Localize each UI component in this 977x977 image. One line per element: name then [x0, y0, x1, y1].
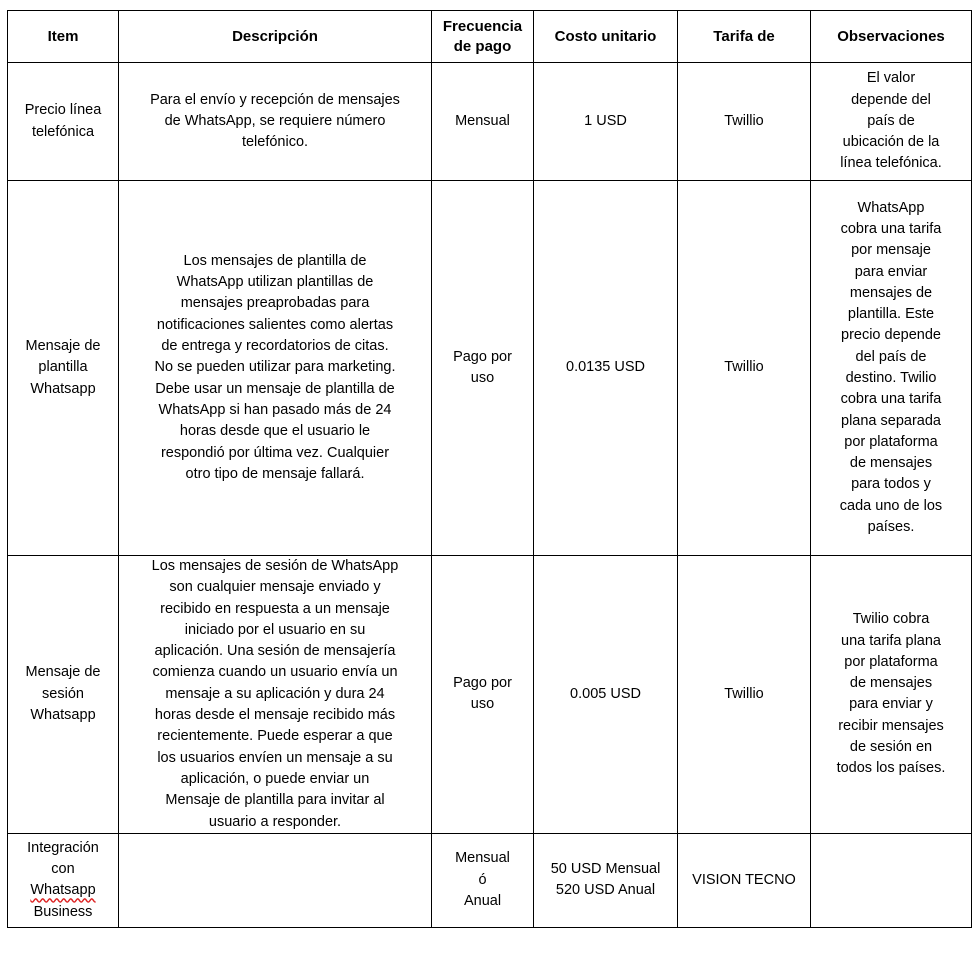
cell-line: cobra una tarifa: [840, 220, 942, 237]
cell-line: Mensaje de: [25, 664, 101, 681]
cell-line: recibido en respuesta a un mensaje: [160, 600, 390, 617]
cell-line: los usuarios envíen un mensaje a su: [157, 749, 393, 766]
cell-line: horas desde que el usuario le: [179, 423, 371, 440]
cell-line: Pago por: [453, 675, 512, 692]
cell-line: son cualquier mensaje enviado y: [169, 579, 381, 596]
cell-descripcion: [119, 63, 432, 181]
cell-line: iniciado por el usuario en su: [184, 621, 366, 638]
cell-item: [8, 63, 119, 181]
cell-line: Twilio cobra: [852, 611, 930, 628]
cell-observaciones: [811, 63, 972, 181]
cell-line: Los mensajes de sesión de WhatsApp: [151, 558, 399, 574]
cell-line: WhatsApp si han pasado más de 24: [158, 401, 392, 418]
cell-line: mensajes preaprobadas para: [180, 295, 370, 312]
cell-line: de WhatsApp, se requiere número: [164, 112, 386, 129]
cell-line: respondió por última vez. Cualquier: [160, 444, 390, 461]
cell-line: Debe usar un mensaje de plantilla de: [155, 380, 395, 397]
cell-descripcion: [119, 833, 432, 927]
cell-line: países.: [867, 519, 915, 536]
cell-line: Integración: [27, 839, 99, 856]
header-frecuencia: [432, 11, 534, 63]
cell-line: por plataforma: [844, 433, 938, 450]
cell-line: 0.005 USD: [570, 685, 641, 702]
cell-line: 520 USD Anual: [555, 882, 656, 899]
cell-line: Business: [33, 903, 93, 920]
cell-line: recibir mensajes: [838, 717, 944, 734]
cell-line: destino. Twilio: [845, 370, 937, 386]
cell-line: por mensaje: [851, 242, 931, 259]
cell-frecuencia: [432, 556, 534, 834]
cell-line: Precio línea: [24, 102, 102, 119]
cell-line: ubicación de la: [842, 134, 940, 151]
cell-item: [8, 556, 119, 834]
cell-line: notificaciones salientes como alertas: [156, 316, 394, 333]
cell-frecuencia: [432, 833, 534, 927]
table-row: [8, 556, 972, 834]
cell-line: usuario a responder.: [208, 813, 342, 830]
cell-line: comienza cuando un usuario envía un: [152, 664, 398, 681]
cell-line: una tarifa plana: [841, 632, 941, 649]
cell-line: depende del: [851, 91, 931, 108]
cell-tarifa: VISION TECNO: [678, 833, 811, 927]
cell-tarifa: Twillio: [678, 181, 811, 556]
cell-line: mensajes de: [849, 284, 933, 301]
cell-line: cobra una tarifa: [840, 391, 942, 408]
cell-descripcion: [119, 181, 432, 556]
cell-line: Mensual: [455, 850, 510, 867]
cell-frecuencia: [432, 181, 534, 556]
cell-item: [8, 181, 119, 556]
cell-line: No se pueden utilizar para marketing.: [154, 359, 396, 376]
cell-line: para enviar y: [849, 696, 933, 713]
cell-line: Whatsapp: [30, 882, 96, 899]
cell-line: sesión: [42, 685, 84, 702]
cell-line: de sesión en: [849, 739, 933, 756]
cell-line: todos los países.: [836, 760, 946, 777]
cell-frecuencia: [432, 63, 534, 181]
header-frecuencia-line: de pago: [453, 37, 512, 55]
cell-line: Anual: [463, 893, 502, 909]
header-frecuencia-line: Frecuencia: [442, 17, 523, 35]
cell-line: recientemente. Puede esperar a que: [157, 728, 393, 745]
table-row: [8, 833, 972, 927]
cell-line: 50 USD Mensual: [550, 861, 661, 878]
cell-observaciones: [811, 833, 972, 927]
cell-observaciones: [811, 181, 972, 556]
cell-tarifa: Twillio: [678, 63, 811, 181]
cell-line: cada uno de los: [839, 497, 943, 514]
cell-line: de mensajes: [849, 455, 933, 472]
cell-line: ó: [478, 871, 487, 888]
cell-costo: [534, 181, 678, 556]
cell-line: Pago por: [453, 348, 512, 365]
cell-line: otro tipo de mensaje fallará.: [185, 465, 365, 482]
cell-line: horas desde el mensaje recibido más: [154, 707, 396, 724]
table-row: [8, 181, 972, 556]
cell-line: plana separada: [841, 412, 941, 429]
cell-descripcion: [119, 556, 432, 834]
table-header-row: [8, 11, 972, 63]
cell-line: Para el envío y recepción de mensajes: [150, 91, 400, 108]
cell-line: del país de: [855, 348, 927, 365]
cell-line: telefónica: [31, 123, 95, 140]
cell-line: Los mensajes de plantilla de: [183, 252, 367, 269]
cell-line: Mensual: [455, 112, 510, 129]
pricing-table: [7, 10, 972, 928]
cell-line: con: [51, 861, 75, 878]
cell-costo: [534, 556, 678, 834]
cell-line: Mensaje de: [25, 338, 101, 355]
cell-line: mensaje a su aplicación y dura 24: [165, 685, 385, 702]
cell-line: de mensajes: [849, 675, 933, 692]
cell-line: WhatsApp utilizan plantillas de: [176, 274, 374, 291]
cell-line: para todos y: [851, 476, 931, 493]
cell-line: telefónico.: [241, 134, 309, 151]
cell-line: uso: [470, 696, 495, 713]
table-row: [8, 63, 972, 181]
cell-observaciones: [811, 556, 972, 834]
cell-line: línea telefónica.: [840, 155, 942, 172]
header-item: Item: [8, 11, 119, 63]
cell-costo: [534, 833, 678, 927]
cell-line: Whatsapp: [30, 707, 96, 724]
cell-line: El valor: [866, 70, 916, 87]
cell-line: por plataforma: [844, 653, 938, 670]
cell-line: precio depende: [841, 327, 941, 344]
header-tarifa: Tarifa de: [678, 11, 811, 63]
cell-line: uso: [470, 370, 495, 386]
cell-line: para enviar: [854, 263, 928, 280]
cell-line: Whatsapp: [30, 380, 96, 397]
header-costo: Costo unitario: [534, 11, 678, 63]
cell-line: de entrega y recordatorios de citas.: [161, 338, 389, 355]
cell-line: aplicación. Una sesión de mensajería: [154, 643, 396, 660]
cell-line: 0.0135 USD: [566, 359, 645, 376]
cell-tarifa: Twillio: [678, 556, 811, 834]
cell-line: 1 USD: [584, 112, 627, 129]
cell-line: plantilla: [38, 359, 88, 376]
cell-line: Mensaje de plantilla para invitar al: [165, 792, 385, 809]
cell-item: [8, 833, 119, 927]
header-descripcion: Descripción: [119, 11, 432, 63]
cell-line: país de: [867, 112, 915, 129]
cell-line: WhatsApp: [857, 199, 925, 216]
cell-line: plantilla. Este: [847, 306, 935, 323]
cell-costo: [534, 63, 678, 181]
header-observaciones: Observaciones: [811, 11, 972, 63]
cell-line: aplicación, o puede enviar un: [180, 770, 370, 787]
